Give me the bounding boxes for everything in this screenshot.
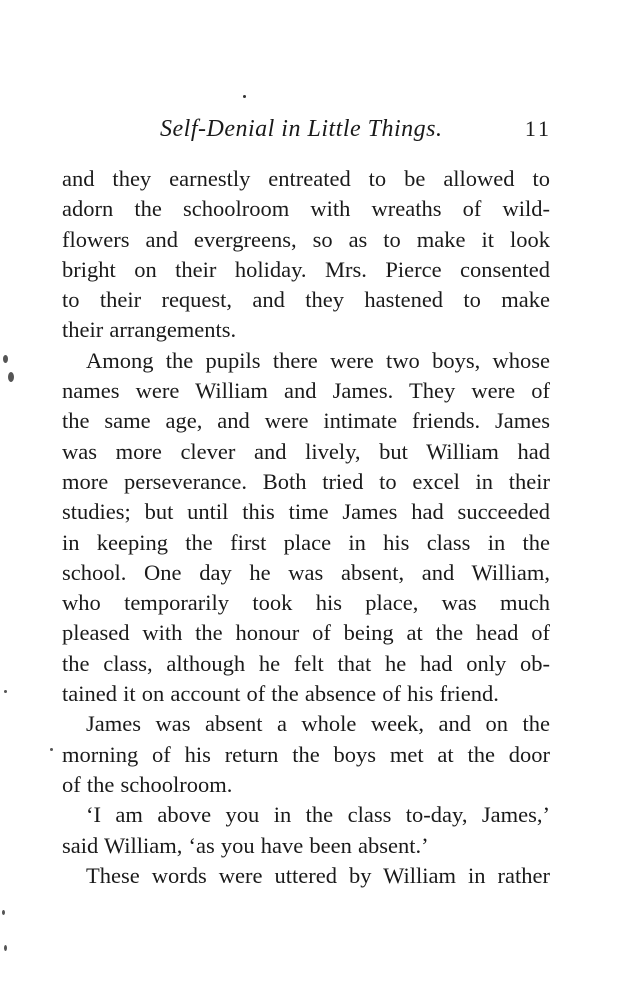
text-line: pleased with the honour of being at the head of: [62, 620, 550, 646]
text-line: more perseverance. Both tried to excel in their: [62, 468, 550, 494]
paper-speck: [4, 945, 7, 951]
text-line: and they earnestly entreated to be allowed to: [62, 166, 550, 191]
paper-speck: [8, 372, 14, 382]
text-line: names were William and James. They were of: [62, 378, 550, 404]
paper-speck: [3, 355, 8, 363]
paper-speck: [2, 910, 5, 915]
text-line: ‘I am above you in the class to-day, James,’: [86, 802, 550, 828]
text-line: morning of his return the boys met at the door: [62, 741, 550, 767]
running-title: Self-Denial in Little Things.: [160, 116, 443, 142]
text-line: of the schoolroom.: [62, 771, 233, 797]
text-line: Among the pupils there were two boys, whose: [86, 347, 550, 373]
text-line: said William, ‘as you have been absent.’: [62, 832, 429, 858]
text-line: the same age, and were intimate friends. James: [62, 408, 550, 434]
print-mark: [243, 95, 246, 98]
text-line: school. One day he was absent, and William,: [62, 559, 550, 585]
text-line: in keeping the first place in his class in the: [62, 529, 550, 555]
text-line: to their request, and they hastened to make: [62, 287, 550, 313]
paper-speck: [4, 690, 7, 693]
text-line: the class, although he felt that he had only ob-: [62, 650, 550, 676]
text-line: studies; but until this time James had succeeded: [62, 499, 550, 525]
text-line: bright on their holiday. Mrs. Pierce consented: [62, 256, 550, 282]
text-line: These words were uttered by William in rather: [86, 862, 550, 888]
running-head: [62, 112, 552, 146]
body-text: [62, 164, 550, 891]
text-line: their arrangements.: [62, 317, 237, 343]
page-number: 11: [524, 116, 552, 141]
text-line: flowers and evergreens, so as to make it look: [62, 226, 550, 252]
paper-speck: [50, 748, 53, 751]
text-line: tained it on account of the absence of his friend.: [62, 681, 499, 707]
text-line: James was absent a whole week, and on the: [86, 711, 550, 737]
text-line: who temporarily took his place, was much: [62, 590, 550, 616]
text-line: adorn the schoolroom with wreaths of wild-: [62, 196, 550, 222]
text-line: was more clever and lively, but William had: [62, 438, 550, 464]
